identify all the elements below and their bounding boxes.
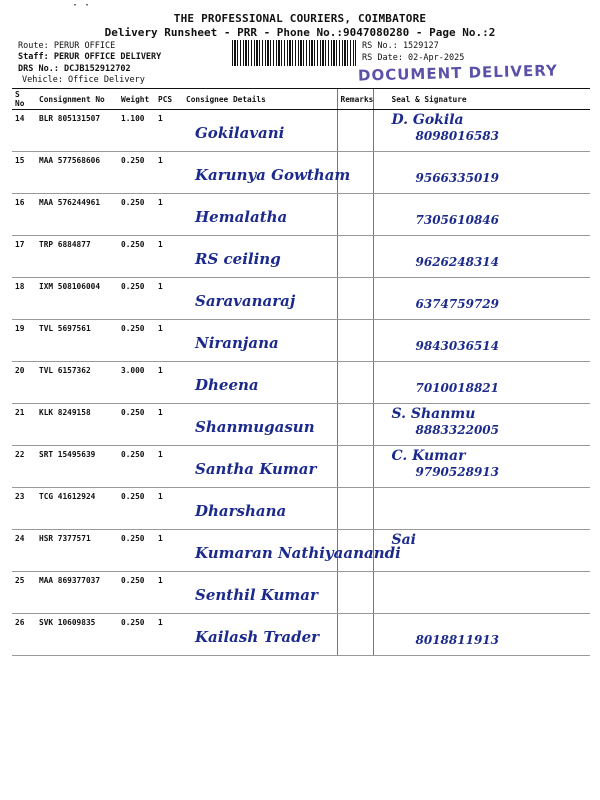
row-consignment-no: TVL 5697561: [36, 320, 118, 362]
row-pcs: 1: [155, 320, 183, 362]
row-consignee: [183, 110, 337, 152]
row-sno: 16: [12, 194, 36, 236]
consignee-handwriting: Dheena: [195, 376, 259, 394]
row-consignment-no: SRT 15495639: [36, 446, 118, 488]
row-pcs: 1: [155, 530, 183, 572]
row-consignee: [183, 530, 401, 572]
row-sno: 15: [12, 152, 36, 194]
col-consignee-header: Consignee Details: [183, 89, 337, 110]
row-remarks: [337, 404, 373, 446]
row-pcs: 1: [155, 278, 183, 320]
row-pcs: 1: [155, 194, 183, 236]
row-pcs: 1: [155, 362, 183, 404]
row-signature: [373, 110, 590, 152]
table-row: [12, 530, 590, 572]
row-weight: 0.250: [118, 152, 155, 194]
drs-number: DRS No.: DCJB152912702: [18, 64, 131, 74]
row-sno: 26: [12, 614, 36, 656]
row-signature: [373, 446, 590, 488]
signature-phone: 8018811913: [415, 633, 499, 647]
row-pcs: 1: [155, 110, 183, 152]
row-consignee: [183, 320, 337, 362]
consignee-handwriting: Gokilavani: [195, 124, 285, 142]
row-consignee: [183, 446, 337, 488]
table-row: [12, 488, 590, 530]
row-weight: 0.250: [118, 320, 155, 362]
row-weight: 1.100: [118, 110, 155, 152]
row-signature: [373, 278, 590, 320]
row-consignee: [183, 488, 337, 530]
row-consignee: [183, 278, 337, 320]
consignee-handwriting: Kailash Trader: [195, 628, 320, 646]
row-consignment-no: SVK 10609835: [36, 614, 118, 656]
signature-name: S. Shanmu: [391, 406, 476, 422]
table-row: [12, 278, 590, 320]
signature-phone: 9566335019: [415, 171, 499, 185]
consignee-handwriting: RS ceiling: [195, 250, 281, 268]
row-remarks: [337, 446, 373, 488]
document-delivery-stamp: DOCUMENT DELIVERY: [357, 61, 559, 85]
col-pcs-header: PCS: [155, 89, 183, 110]
row-consignee: [183, 572, 337, 614]
row-weight: 0.250: [118, 488, 155, 530]
row-signature: [373, 404, 590, 446]
table-row: [12, 404, 590, 446]
col-consignment-header: Consignment No: [36, 89, 118, 110]
col-signature-header: Seal & Signature: [373, 89, 590, 110]
runsheet-subtitle: Delivery Runsheet - PRR - Phone No.:9047080280 - Page No.:2: [104, 26, 496, 39]
row-consignment-no: IXM 508106004: [36, 278, 118, 320]
row-signature: [373, 488, 590, 530]
rs-number: RS No.: 1529127: [362, 41, 439, 51]
signature-phone: 7010018821: [415, 381, 499, 395]
row-remarks: [337, 488, 373, 530]
row-consignment-no: HSR 7377571: [36, 530, 118, 572]
row-weight: 0.250: [118, 572, 155, 614]
rs-date: RS Date: 02-Apr-2025: [362, 53, 465, 63]
col-weight-header: Weight: [118, 89, 155, 110]
row-remarks: [337, 572, 373, 614]
row-consignment-no: MAA 869377037: [36, 572, 118, 614]
row-signature: [373, 320, 590, 362]
consignee-handwriting: Senthil Kumar: [195, 586, 318, 604]
consignee-handwriting: Santha Kumar: [195, 460, 317, 478]
table-row: [12, 446, 590, 488]
row-pcs: 1: [155, 446, 183, 488]
row-sno: 21: [12, 404, 36, 446]
row-remarks: [337, 194, 373, 236]
runsheet-table: [12, 88, 590, 656]
row-signature: [373, 362, 590, 404]
row-remarks: [337, 110, 373, 152]
row-consignee: [183, 236, 337, 278]
row-consignee: [183, 404, 337, 446]
signature-name: C. Kumar: [391, 448, 466, 464]
signature-phone: 7305610846: [415, 213, 499, 227]
table-row: [12, 110, 590, 152]
row-consignee: [183, 152, 351, 194]
row-remarks: [337, 320, 373, 362]
table-row: [12, 194, 590, 236]
consignee-handwriting: Dharshana: [195, 502, 287, 520]
row-signature: [373, 152, 590, 194]
row-sno: 18: [12, 278, 36, 320]
consignee-handwriting: Niranjana: [195, 334, 279, 352]
row-sno: 19: [12, 320, 36, 362]
row-sno: 14: [12, 110, 36, 152]
row-remarks: [337, 236, 373, 278]
consignee-handwriting: Hemalatha: [195, 208, 288, 226]
row-sno: 22: [12, 446, 36, 488]
row-consignee: [183, 614, 337, 656]
row-weight: 0.250: [118, 446, 155, 488]
row-consignment-no: MAA 576244961: [36, 194, 118, 236]
row-pcs: 1: [155, 236, 183, 278]
row-sno: 17: [12, 236, 36, 278]
row-signature: [373, 614, 590, 656]
row-weight: 0.250: [118, 530, 155, 572]
signature-name: Sai: [391, 532, 416, 548]
signature-phone: 8098016583: [415, 129, 499, 143]
row-sno: 23: [12, 488, 36, 530]
row-sno: 20: [12, 362, 36, 404]
signature-phone: 9626248314: [415, 255, 499, 269]
col-remarks-header: Remarks: [337, 89, 373, 110]
row-sno: 24: [12, 530, 36, 572]
row-pcs: 1: [155, 152, 183, 194]
scan-marks: · ·: [72, 0, 91, 11]
row-weight: 0.250: [118, 404, 155, 446]
row-weight: 0.250: [118, 236, 155, 278]
col-sno-header: S No: [12, 89, 36, 110]
signature-name: D. Gokila: [391, 112, 464, 128]
vehicle-field: Vehicle: Office Delivery: [22, 75, 145, 85]
row-sno: 25: [12, 572, 36, 614]
row-weight: 0.250: [118, 194, 155, 236]
row-consignment-no: TCG 41612924: [36, 488, 118, 530]
row-consignment-no: MAA 577568606: [36, 152, 118, 194]
row-signature: [373, 236, 590, 278]
row-signature: [373, 572, 590, 614]
row-weight: 3.000: [118, 362, 155, 404]
table-header-row: [12, 89, 590, 110]
signature-phone: 9843036514: [415, 339, 499, 353]
row-consignee: [183, 362, 337, 404]
row-weight: 0.250: [118, 278, 155, 320]
row-remarks: [337, 362, 373, 404]
row-pcs: 1: [155, 404, 183, 446]
signature-phone: 8883322005: [415, 423, 499, 437]
table-row: [12, 614, 590, 656]
staff-field: Staff: PERUR OFFICE DELIVERY: [18, 52, 162, 62]
row-consignment-no: TVL 6157362: [36, 362, 118, 404]
route-field: Route: PERUR OFFICE: [18, 41, 116, 51]
table-row: [12, 320, 590, 362]
consignee-handwriting: Shanmugasun: [195, 418, 315, 436]
row-pcs: 1: [155, 614, 183, 656]
table-row: [12, 572, 590, 614]
row-consignment-no: TRP 6884877: [36, 236, 118, 278]
row-pcs: 1: [155, 488, 183, 530]
row-weight: 0.250: [118, 614, 155, 656]
signature-phone: 6374759729: [415, 297, 499, 311]
consignee-handwriting: Karunya Gowtham: [195, 166, 351, 184]
barcode-icon: [232, 40, 356, 66]
row-signature: [373, 194, 590, 236]
consignee-handwriting: Saravanaraj: [195, 292, 296, 310]
table-row: [12, 362, 590, 404]
company-title: THE PROFESSIONAL COURIERS, COIMBATORE: [173, 12, 427, 25]
row-remarks: [337, 614, 373, 656]
table-row: [12, 236, 590, 278]
row-consignment-no: KLK 8249158: [36, 404, 118, 446]
row-signature: [373, 530, 590, 572]
row-pcs: 1: [155, 572, 183, 614]
table-row: [12, 152, 590, 194]
row-consignee: [183, 194, 337, 236]
row-consignment-no: BLR 805131507: [36, 110, 118, 152]
row-remarks: [337, 278, 373, 320]
signature-phone: 9790528913: [415, 465, 499, 479]
consignee-handwriting: Kumaran Nathiyaanandi: [195, 544, 401, 562]
